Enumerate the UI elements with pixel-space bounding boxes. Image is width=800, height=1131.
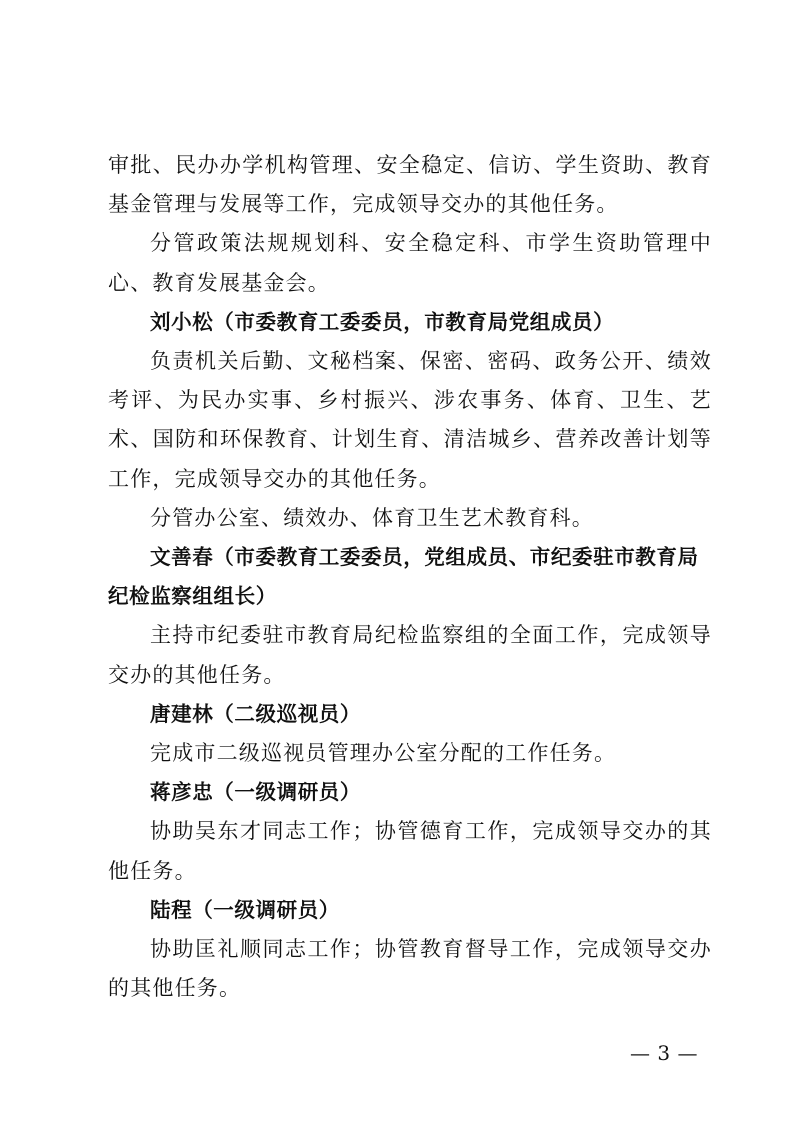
- official-heading: 蒋彦忠（一级调研员）: [150, 780, 361, 805]
- official-heading: 陆程（一级调研员）: [150, 897, 340, 922]
- document-body: [108, 146, 712, 1008]
- paragraph-responsibility: 分管政策法规规划科、安全稳定科、市学生资助管理中心、教育发展基金会。: [108, 231, 712, 295]
- paragraph-responsibility: 协助吴东才同志工作；协管德育工作，完成领导交办的其他任务。: [108, 819, 712, 883]
- official-heading: 文善春（市委教育工委委员，党组成员、市纪委驻市教育局纪检监察组组长）: [108, 545, 699, 609]
- paragraph-responsibility: 协助匡礼顺同志工作；协管教育督导工作，完成领导交办的其他任务。: [108, 937, 712, 1001]
- paragraph-responsibility: 完成市二级巡视员管理办公室分配的工作任务。: [150, 741, 617, 766]
- paragraph-responsibility: 负责机关后勤、文秘档案、保密、密码、政务公开、绩效考评、为民办实事、乡村振兴、涉农事务、体育、卫生、艺术、国防和环保教育、计划生育、清洁城乡、营养改善计划等工作，完成领导交办的其他任务。: [108, 349, 712, 491]
- paragraph-continuation: 审批、民办办学机构管理、安全稳定、信访、学生资助、教育基金管理与发展等工作，完成领导交办的其他任务。: [108, 153, 712, 217]
- official-heading: 唐建林（二级巡视员）: [150, 701, 361, 726]
- official-heading: 刘小松（市委教育工委委员，市教育局党组成员）: [150, 309, 615, 334]
- page-number: — 3 —: [630, 1041, 698, 1065]
- paragraph-responsibility: 分管办公室、绩效办、体育卫生艺术教育科。: [150, 505, 594, 530]
- paragraph-responsibility: 主持市纪委驻市教育局纪检监察组的全面工作，完成领导交办的其他任务。: [108, 623, 712, 687]
